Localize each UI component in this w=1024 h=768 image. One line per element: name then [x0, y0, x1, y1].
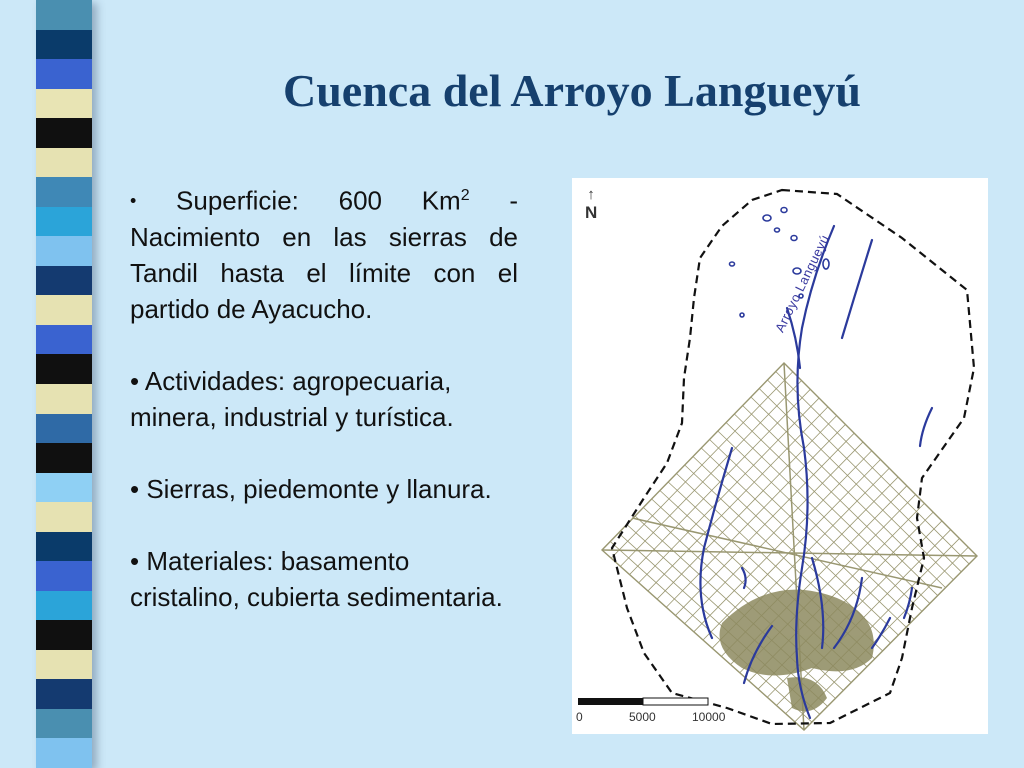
bullet-actividades: [130, 363, 518, 435]
stripe-segment: [36, 325, 92, 355]
stripe-segment: [36, 709, 92, 739]
stripe-segment: [36, 679, 92, 709]
stripe-segment: [36, 650, 92, 680]
bullet-list: [130, 178, 518, 651]
bullet-superficie: [130, 178, 518, 327]
stripe-segment: [36, 384, 92, 414]
river-label: Arroyo Langueyú: [772, 232, 833, 335]
bullet-text-cont: - Nacimiento en las sierras de Tandil hasta el límite con el partido de Ayacucho.: [130, 185, 519, 324]
scale-label-5000: 5000: [629, 710, 656, 724]
basin-map: [572, 178, 988, 734]
north-label: N: [585, 203, 598, 222]
bullet-text: Materiales: basamento cristalino, cubierta sedimentaria.: [130, 545, 503, 612]
stripe-segment: [36, 414, 92, 444]
stripe-segment: [36, 561, 92, 591]
stripe-segment: [36, 148, 92, 178]
stripe-segment: [36, 443, 92, 473]
scale-label-10000: 10000: [692, 710, 726, 724]
stripe-segment: [36, 354, 92, 384]
map-canvas: [572, 178, 988, 734]
stripe-segment: [36, 177, 92, 207]
stripe-segment: [36, 591, 92, 621]
bullet-text: Sierras, piedemonte y llanura.: [146, 473, 492, 504]
stripe-segment: [36, 620, 92, 650]
superscript: 2: [460, 187, 470, 204]
bullet-glyph: •: [130, 545, 140, 576]
main-road: [784, 363, 804, 730]
bullet-glyph: •: [130, 473, 140, 504]
bullet-text: Actividades: agropecuaria, minera, industrial y turística.: [130, 365, 454, 432]
stripe-segment: [36, 118, 92, 148]
stripe-segment: [36, 207, 92, 237]
stripe-segment: [36, 532, 92, 562]
stripe-segment: [36, 738, 92, 768]
road-network: [602, 363, 977, 730]
stripe-segment: [36, 0, 92, 30]
scale-bar: [578, 698, 708, 705]
stripe-segment: [36, 502, 92, 532]
bullet-glyph: •: [130, 190, 137, 211]
slide-title: Cuenca del Arroyo Langueyú: [282, 65, 862, 116]
stripe-segment: [36, 266, 92, 296]
stripe-segment: [36, 236, 92, 266]
bullet-materiales: [130, 543, 518, 615]
bullet-text: Superficie: 600 Km: [176, 185, 461, 216]
scale-label-0: 0: [576, 710, 583, 724]
stripe-segment: [36, 30, 92, 60]
stripe-segment: [36, 473, 92, 503]
north-indicator: [585, 186, 597, 222]
stripe-segment: [36, 295, 92, 325]
north-arrow-icon: ↑: [587, 186, 595, 203]
bullet-glyph: •: [130, 365, 140, 396]
bullet-sierras: [130, 471, 518, 507]
